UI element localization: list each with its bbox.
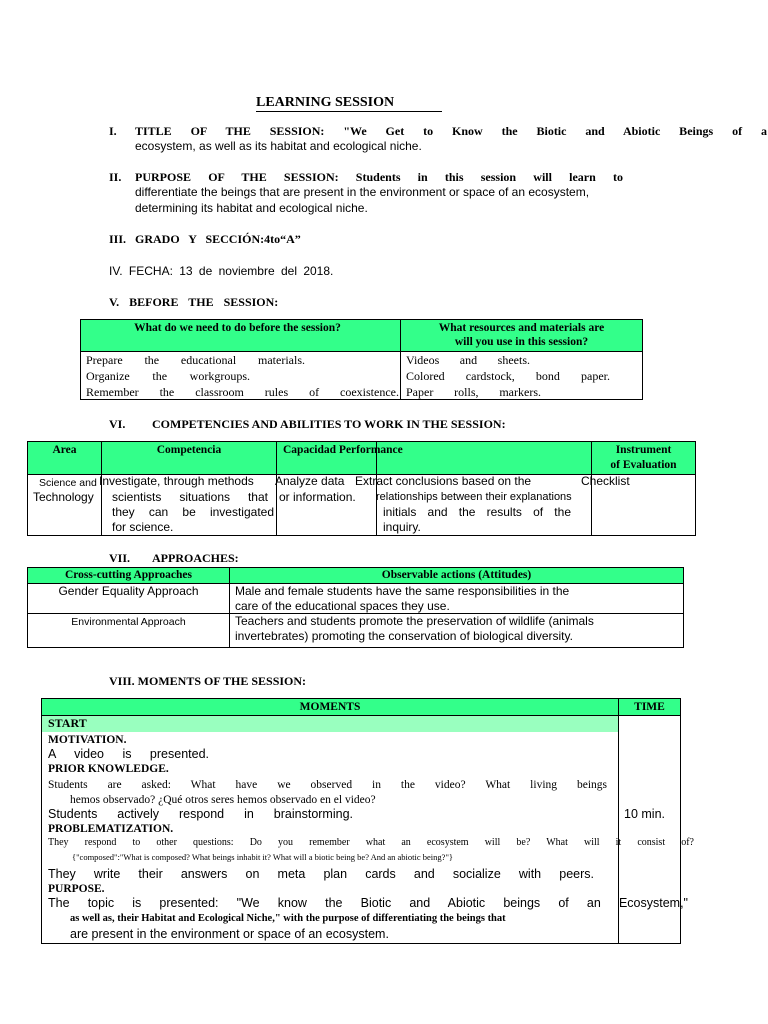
moments-header: MOMENTS xyxy=(299,701,361,713)
moments-prior: PRIOR KNOWLEDGE. xyxy=(48,763,169,775)
comp-competence-l1: Investigate, through methods xyxy=(99,474,254,488)
moments-topic-3: are present in the environment or space of an ecosystem. xyxy=(70,927,389,941)
section-1-title-cont: ecosystem, as well as its habitat and ecological niche. xyxy=(135,139,422,153)
moments-composed: {"composed":"What is composed? What beings inhabit it? What will a biotic being be? And an abiotic being?"} xyxy=(72,852,453,862)
before-col2-row-2: Colored cardstock, bond paper. xyxy=(406,369,610,383)
before-col1-header: What do we need to do before the session? xyxy=(134,322,341,334)
comp-competence-l3: they can be investigated xyxy=(112,505,274,519)
moments-time: 10 min. xyxy=(624,807,665,821)
section-1-title: TITLE OF THE SESSION: "We Get to Know the Biotic and Abiotic Beings of a xyxy=(135,124,767,138)
moments-respond: Students actively respond in brainstorming. xyxy=(48,807,353,821)
approaches-table xyxy=(27,567,684,648)
comp-performance-l1: Extract conclusions based on the xyxy=(355,474,532,488)
section-5-heading: V. BEFORE THE SESSION: xyxy=(109,295,279,309)
before-col1-row-1: Prepare the educational materials. xyxy=(86,353,305,367)
approach-row2-name: Environmental Approach xyxy=(71,616,186,628)
moments-table xyxy=(41,698,694,944)
section-2-label: II. xyxy=(109,170,122,184)
comp-competence-l2: scientists situations that xyxy=(112,490,268,504)
approach-row2-line1: Teachers and students promote the preservation of wildlife (animals xyxy=(235,614,594,628)
approach-header-1: Cross-cutting Approaches xyxy=(64,569,193,581)
comp-performance-l2: relationships between their explanations xyxy=(376,491,572,503)
approach-header-2: Observable actions (Attitudes) xyxy=(381,569,532,581)
comp-header-instrument-l2: of Evaluation xyxy=(610,459,677,471)
section-2-purpose: PURPOSE OF THE SESSION: Students in this session will learn to xyxy=(135,170,623,184)
comp-header-instrument-l1: Instrument xyxy=(615,444,672,456)
moments-problematization: PROBLEMATIZATION. xyxy=(48,823,174,835)
section-3-grade: III. GRADO Y SECCIÓN:4to“A” xyxy=(109,232,301,246)
comp-competence-l4: for science. xyxy=(112,520,174,534)
section-7-heading: APPROACHES: xyxy=(152,551,239,565)
approach-row1-line2: care of the educational spaces they use. xyxy=(235,599,450,613)
comp-performance-l3: initials and the results of the xyxy=(383,505,571,519)
section-7-label: VII. xyxy=(109,551,131,565)
before-col1-row-3: Remember the classroom rules of coexistence. xyxy=(86,385,399,399)
moments-ask-2: hemos observado? ¿Qué otros seres hemos observado en el video? xyxy=(70,794,376,806)
section-2-purpose-cont2: determining its habitat and ecological niche. xyxy=(135,201,368,215)
moments-motivation: MOTIVATION. xyxy=(48,734,127,746)
before-session-table xyxy=(80,319,643,400)
comp-area-l2: Technology xyxy=(33,490,94,504)
section-8-heading: VIII. MOMENTS OF THE SESSION: xyxy=(109,674,307,688)
before-col1-row-2: Organize the workgroups. xyxy=(86,369,250,383)
moments-topic-2: as well as, their Habitat and Ecological Niche," with the purpose of differentiating the beings that xyxy=(70,913,506,924)
section-6-label: VI. xyxy=(109,417,126,431)
approach-row1-name: Gender Equality Approach xyxy=(58,584,199,598)
approach-row2-line2: invertebrates) promoting the conservation of biological diversity. xyxy=(235,629,573,643)
document-title: LEARNING SESSION xyxy=(256,94,442,112)
comp-header-capacidad: Capacidad Performance xyxy=(283,444,403,456)
section-1-label: I. xyxy=(109,124,117,138)
comp-capacity-l1: Analyze data xyxy=(275,474,345,488)
approach-row1-line1: Male and female students have the same responsibilities in the xyxy=(235,584,570,598)
competencies-table xyxy=(27,441,696,536)
comp-instrument: Checklist xyxy=(581,474,630,488)
before-col2-header-l1: What resources and materials are xyxy=(438,322,605,334)
moments-questions: They respond to other questions: Do you remember what an ecosystem will be? What will it consist of? xyxy=(48,837,694,848)
section-4-date: IV. FECHA: 13 de noviembre del 2018. xyxy=(109,264,334,278)
comp-header-competencia: Competencia xyxy=(156,444,222,456)
moments-topic-1: The topic is presented: "We know the Biotic and Abiotic beings of an Ecosystem," xyxy=(48,896,688,910)
moments-write: They write their answers on meta plan cards and socialize with peers. xyxy=(48,867,594,881)
comp-capacity-l2: or information. xyxy=(279,490,356,504)
section-6-heading: COMPETENCIES AND ABILITIES TO WORK IN THE SESSION: xyxy=(152,417,506,431)
before-col2-row-3: Paper rolls, markers. xyxy=(406,385,541,399)
section-2-purpose-cont1: differentiate the beings that are present in the environment or space of an ecosystem, xyxy=(135,185,590,199)
moments-purpose: PURPOSE. xyxy=(48,883,105,895)
time-header: TIME xyxy=(634,701,665,713)
comp-header-area: Area xyxy=(52,444,77,456)
before-col2-row-1: Videos and sheets. xyxy=(406,353,530,367)
moments-start: START xyxy=(48,716,87,730)
before-col2-header-l2: will you use in this session? xyxy=(454,336,589,348)
moments-video: A video is presented. xyxy=(48,747,209,761)
moments-ask-1: Students are asked: What have we observed in the video? What living beings xyxy=(48,779,607,791)
comp-area-l1: Science and xyxy=(39,477,97,489)
comp-performance-l4: inquiry. xyxy=(383,520,421,534)
